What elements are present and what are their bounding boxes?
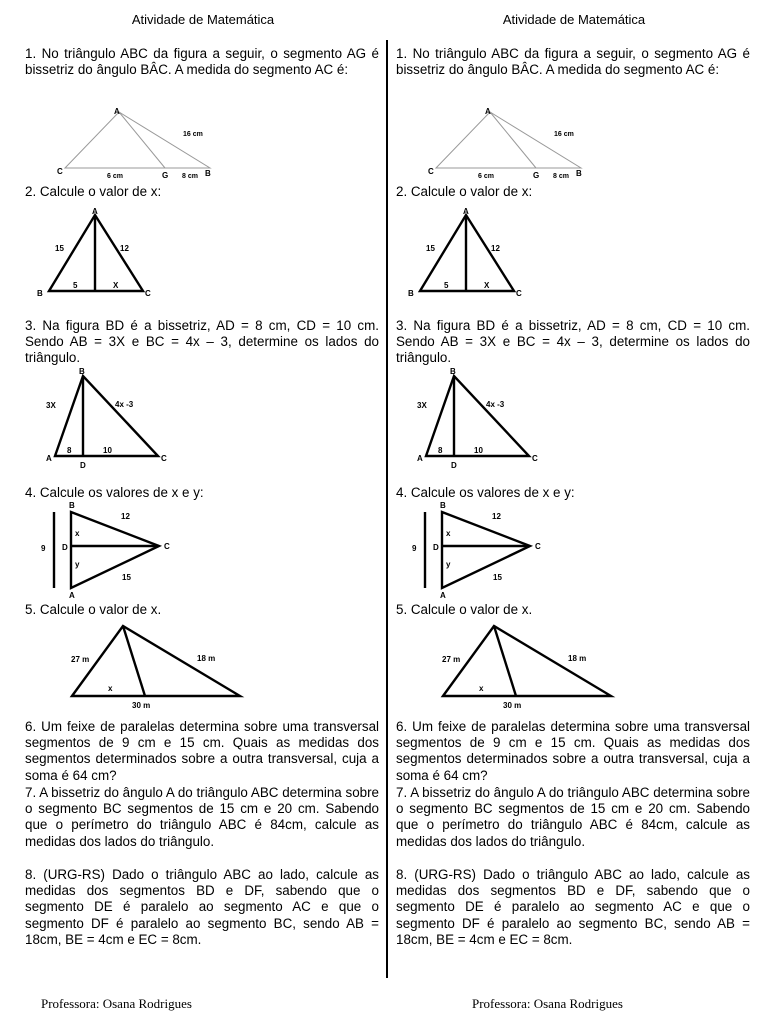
- label-measure: 6 cm: [478, 173, 494, 180]
- label-vertex: A: [440, 591, 446, 600]
- page-title: Atividade de Matemática: [502, 12, 646, 27]
- label-measure: x: [479, 684, 484, 693]
- page-title: Atividade de Matemática: [131, 12, 275, 27]
- question-8: 8. (URG-RS) Dado o triângulo ABC ao lado, calcule as medidas dos segmentos BD e DF, sabendo que o segmento DE é paralelo ao segmento AC e que o segmento DF é paralelo ao segmento BC, sendo AB = 18cm, BE = 4cm e EC = 8cm.: [25, 867, 379, 947]
- figure-3-triangle: [43, 366, 183, 470]
- label-measure: y: [446, 560, 451, 569]
- label-vertex: D: [62, 543, 68, 552]
- label-measure: 4x -3: [486, 400, 505, 409]
- figure-2-triangle: [35, 205, 175, 301]
- figure-1-triangle: [55, 104, 245, 180]
- worksheet-right: [396, 0, 752, 1024]
- label-measure: 5: [444, 281, 449, 290]
- label-vertex: C: [516, 289, 522, 298]
- label-measure: x: [108, 684, 113, 693]
- label-vertex: B: [440, 501, 446, 510]
- label-vertex: D: [433, 543, 439, 552]
- figure-3-triangle: [414, 366, 554, 470]
- figure-4-triangle: [408, 500, 558, 600]
- label-vertex: A: [463, 207, 469, 216]
- label-measure: 16 cm: [183, 131, 203, 138]
- label-vertex: A: [69, 591, 75, 600]
- label-measure: 27 m: [442, 655, 461, 664]
- label-vertex: B: [205, 169, 211, 178]
- label-vertex: C: [428, 167, 434, 176]
- question-5: 5. Calcule o valor de x.: [25, 602, 162, 617]
- question-2: 2. Calcule o valor de x:: [396, 184, 533, 199]
- label-vertex: C: [532, 454, 538, 463]
- label-measure: 12: [120, 244, 129, 253]
- label-measure: X: [484, 281, 490, 290]
- label-measure: 4x -3: [115, 400, 134, 409]
- label-vertex: B: [37, 289, 43, 298]
- figure-5-triangle: [431, 620, 641, 712]
- label-measure: 27 m: [71, 655, 90, 664]
- label-vertex: C: [145, 289, 151, 298]
- label-measure: X: [113, 281, 119, 290]
- label-measure: 5: [73, 281, 78, 290]
- question-1: 1. No triângulo ABC da figura a seguir, o segmento AG é bissetriz do ângulo BÂC. A medida do segmento AC é:: [396, 46, 750, 78]
- label-vertex: A: [485, 107, 491, 116]
- figure-1-triangle: [426, 104, 616, 180]
- label-vertex: B: [69, 501, 75, 510]
- label-measure: 15: [122, 573, 131, 582]
- question-6: 6. Um feixe de paralelas determina sobre uma transversal segmentos de 9 cm e 15 cm. Quais as medidas dos segmentos determinados sobre a outra transversal, cuja a soma é 64 cm?: [25, 719, 379, 783]
- label-vertex: D: [80, 461, 86, 470]
- label-measure: 6 cm: [107, 173, 123, 180]
- question-4: 4. Calcule os valores de x e y:: [396, 485, 575, 500]
- label-vertex: A: [92, 207, 98, 216]
- figure-4-triangle: [37, 500, 187, 600]
- label-measure: 15: [426, 244, 435, 253]
- label-vertex: C: [164, 542, 170, 551]
- label-measure: y: [75, 560, 80, 569]
- label-vertex: D: [451, 461, 457, 470]
- label-vertex: A: [46, 454, 52, 463]
- label-vertex: B: [79, 367, 85, 376]
- label-measure: 8: [67, 446, 72, 455]
- label-vertex: B: [408, 289, 414, 298]
- label-measure: 8 cm: [553, 173, 569, 180]
- label-measure: 30 m: [503, 701, 522, 710]
- label-measure: 18 m: [568, 654, 587, 663]
- label-measure: 10: [103, 446, 112, 455]
- label-measure: x: [446, 529, 451, 538]
- label-vertex: C: [535, 542, 541, 551]
- label-measure: 10: [474, 446, 483, 455]
- question-3: 3. Na figura BD é a bissetriz, AD = 8 cm, CD = 10 cm. Sendo AB = 3X e BC = 4x – 3, determine os lados do triângulo.: [25, 318, 379, 366]
- label-vertex: C: [161, 454, 167, 463]
- label-measure: 15: [493, 573, 502, 582]
- question-8: 8. (URG-RS) Dado o triângulo ABC ao lado, calcule as medidas dos segmentos BD e DF, sabendo que o segmento DE é paralelo ao segmento AC e que o segmento DF é paralelo ao segmento BC, sendo AB = 18cm, BE = 4cm e EC = 8cm.: [396, 867, 750, 947]
- label-vertex: A: [417, 454, 423, 463]
- label-measure: 3X: [46, 401, 56, 410]
- question-4: 4. Calcule os valores de x e y:: [25, 485, 204, 500]
- question-7: 7. A bissetriz do ângulo A do triângulo ABC determina sobre o segmento BC segmentos de 15 cm e 20 cm. Sabendo que o perímetro do triângulo ABC é 84cm, calcule as medidas dos lados do triângulo.: [25, 785, 379, 849]
- label-measure: 12: [121, 512, 130, 521]
- label-measure: 30 m: [132, 701, 151, 710]
- teacher-footer: Professora: Osana Rodrigues: [41, 996, 192, 1011]
- label-vertex: C: [57, 167, 63, 176]
- figure-2-triangle: [406, 205, 546, 301]
- label-vertex: G: [162, 171, 169, 180]
- question-1: 1. No triângulo ABC da figura a seguir, o segmento AG é bissetriz do ângulo BÂC. A medida do segmento AC é:: [25, 46, 379, 78]
- label-measure: 15: [55, 244, 64, 253]
- label-measure: 9: [412, 544, 417, 553]
- label-measure: 9: [41, 544, 46, 553]
- label-measure: x: [75, 529, 80, 538]
- question-5: 5. Calcule o valor de x.: [396, 602, 533, 617]
- label-measure: 8 cm: [182, 173, 198, 180]
- label-measure: 18 m: [197, 654, 216, 663]
- label-vertex: B: [450, 367, 456, 376]
- question-3: 3. Na figura BD é a bissetriz, AD = 8 cm, CD = 10 cm. Sendo AB = 3X e BC = 4x – 3, determine os lados do triângulo.: [396, 318, 750, 366]
- label-measure: 16 cm: [554, 131, 574, 138]
- question-6: 6. Um feixe de paralelas determina sobre uma transversal segmentos de 9 cm e 15 cm. Quais as medidas dos segmentos determinados sobre a outra transversal, cuja a soma é 64 cm?: [396, 719, 750, 783]
- label-measure: 3X: [417, 401, 427, 410]
- label-vertex: G: [533, 171, 540, 180]
- worksheet-left: [25, 0, 381, 1024]
- figure-5-triangle: [60, 620, 270, 712]
- label-measure: 12: [492, 512, 501, 521]
- column-divider: [386, 40, 388, 978]
- label-measure: 12: [491, 244, 500, 253]
- label-vertex: A: [114, 107, 120, 116]
- teacher-footer: Professora: Osana Rodrigues: [472, 996, 623, 1011]
- label-vertex: B: [576, 169, 582, 178]
- question-7: 7. A bissetriz do ângulo A do triângulo ABC determina sobre o segmento BC segmentos de 15 cm e 20 cm. Sabendo que o perímetro do triângulo ABC é 84cm, calcule as medidas dos lados do triângulo.: [396, 785, 750, 849]
- question-2: 2. Calcule o valor de x:: [25, 184, 162, 199]
- label-measure: 8: [438, 446, 443, 455]
